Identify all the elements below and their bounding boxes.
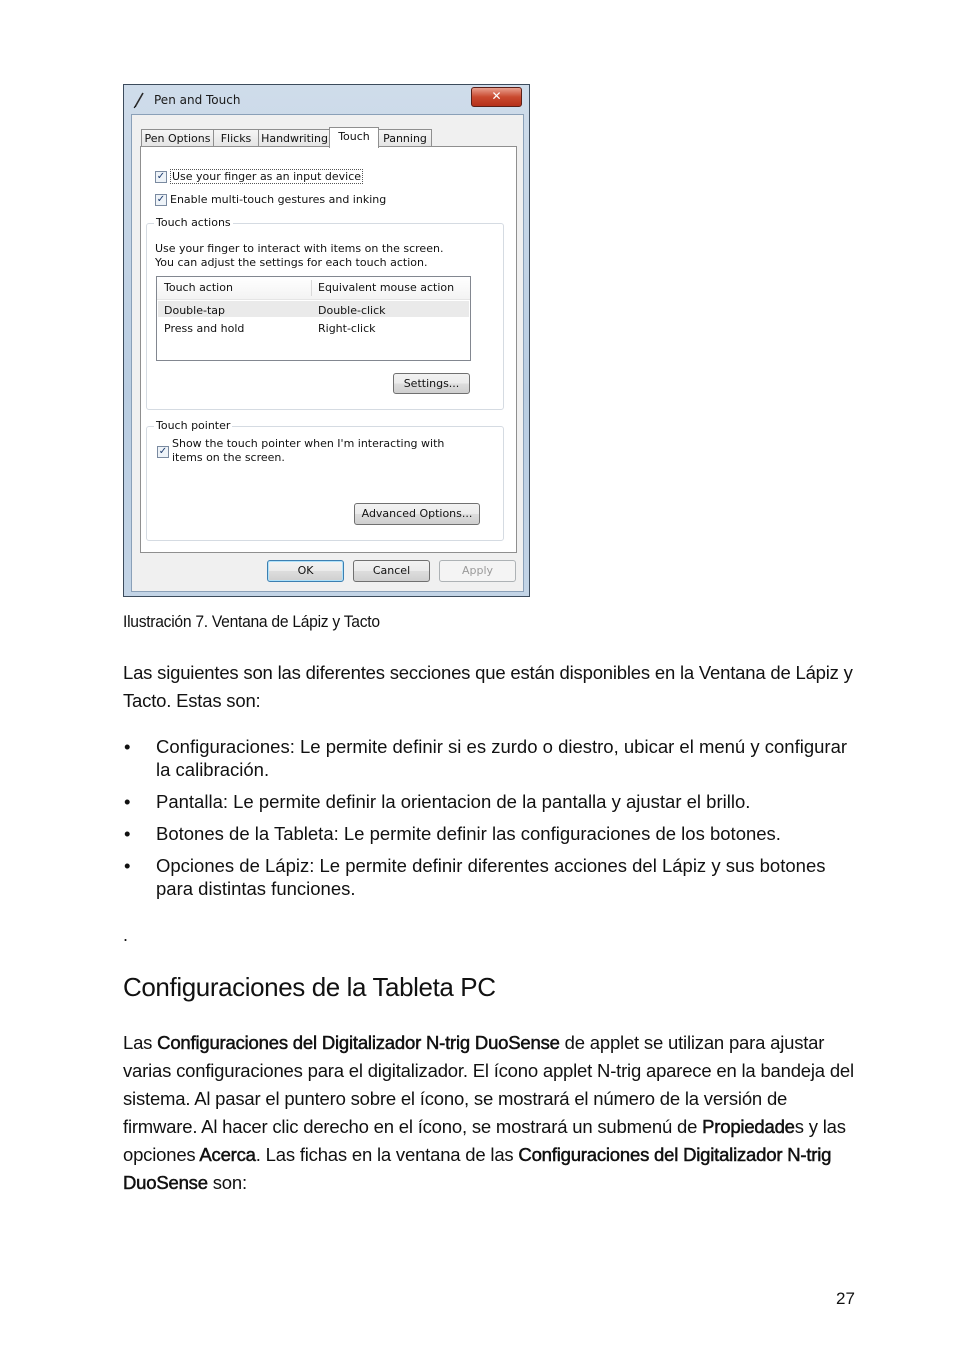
close-icon: ✕ <box>491 89 502 103</box>
multitouch-checkbox[interactable]: ✓ <box>156 194 166 205</box>
dialog-title: Pen and Touch <box>154 93 241 107</box>
list-item: • Botones de la Tableta: Le permite definir las configuraciones de los botones. <box>123 822 859 845</box>
multitouch-label: Enable multi-touch gestures and inking <box>170 193 387 206</box>
touch-tab-panel <box>140 146 517 553</box>
tab-flicks[interactable]: Flicks <box>213 129 259 147</box>
advanced-options-button[interactable]: Advanced Options... <box>354 503 480 525</box>
cancel-button[interactable]: Cancel <box>353 560 430 582</box>
page-number: 27 <box>836 1289 855 1308</box>
list-item[interactable]: Right-click <box>318 322 376 335</box>
close-button[interactable] <box>471 87 522 107</box>
dialog-titlebar <box>124 85 529 115</box>
touch-actions-group <box>146 216 504 410</box>
show-pointer-label: Show the touch pointer when I'm interacting with items on the screen. <box>172 437 445 464</box>
show-pointer-checkbox[interactable]: ✓ <box>158 446 168 457</box>
column-header-touch-action[interactable]: Touch action <box>164 281 233 294</box>
list-item: • Pantalla: Le permite definir la orientacion de la pantalla y ajustar el brillo. <box>123 790 859 813</box>
tab-touch[interactable]: Touch <box>329 127 379 148</box>
list-item[interactable]: Double-click <box>318 304 386 317</box>
tab-handwriting[interactable]: Handwriting <box>258 129 331 147</box>
list-item[interactable]: Press and hold <box>164 322 245 335</box>
dialog-client-area <box>131 114 524 592</box>
settings-button[interactable]: Settings... <box>393 373 470 394</box>
pen-icon <box>132 91 146 109</box>
intro-paragraph: Las siguientes son las diferentes secciones que están disponibles en la Ventana de Lápiz y Tacto. Estas son: <box>123 662 853 711</box>
touch-pointer-group <box>146 419 504 541</box>
body-paragraph: Las Configuraciones del Digitalizador N-trig DuoSense de applet se utilizan para ajustar varias configuraciones para el digitalizador. El ícono applet N-trig aparece en la bandeja del sistema. Al pasar el puntero sobre el ícono, se mostrará el número de la versión de firmware. Al hacer clic derecho en el ícono, se mostrará un submenú de Propiedades y las opciones Acerca. Las fichas en la ventana de las Configuraciones del Digitalizador N-trig DuoSense son: <box>123 1032 854 1193</box>
list-header <box>157 277 470 300</box>
section-heading: Configuraciones de la Tableta PC <box>123 972 496 1002</box>
stray-period: . <box>123 925 129 945</box>
sections-list <box>123 735 859 909</box>
bold-term: Acerca <box>199 1144 256 1165</box>
tab-pen-options[interactable]: Pen Options <box>141 129 214 147</box>
touch-actions-title: Touch actions <box>156 216 231 229</box>
tab-panning[interactable]: Panning <box>378 129 432 147</box>
touch-pointer-title: Touch pointer <box>156 419 231 432</box>
pen-and-touch-dialog <box>123 84 530 597</box>
touch-actions-description: Use your finger to interact with items on the screen. You can adjust the settings for each touch action. <box>155 242 444 269</box>
apply-button[interactable]: Apply <box>439 560 516 582</box>
bold-term: Propiedade <box>702 1116 795 1137</box>
touch-actions-list[interactable] <box>156 276 471 361</box>
bold-term: Configuraciones del Digitalizador N-trig DuoSense <box>157 1032 560 1053</box>
ok-button[interactable]: OK <box>267 560 344 582</box>
list-item: • Opciones de Lápiz: Le permite definir diferentes acciones del Lápiz y sus botones para distintas funciones. <box>123 854 859 900</box>
bold-term: Configuraciones del Digitalizador N-trig DuoSense <box>123 1144 832 1193</box>
use-finger-checkbox[interactable]: ✓ <box>156 171 166 182</box>
list-item: • Configuraciones: Le permite definir si es zurdo o diestro, ubicar el menú y configurar la calibración. <box>123 735 859 781</box>
list-item[interactable]: Double-tap <box>164 304 225 317</box>
column-header-mouse-action[interactable]: Equivalent mouse action <box>318 281 455 294</box>
figure-caption: Ilustración 7. Ventana de Lápiz y Tacto <box>123 612 380 631</box>
use-finger-label: Use your finger as an input device <box>172 170 362 183</box>
